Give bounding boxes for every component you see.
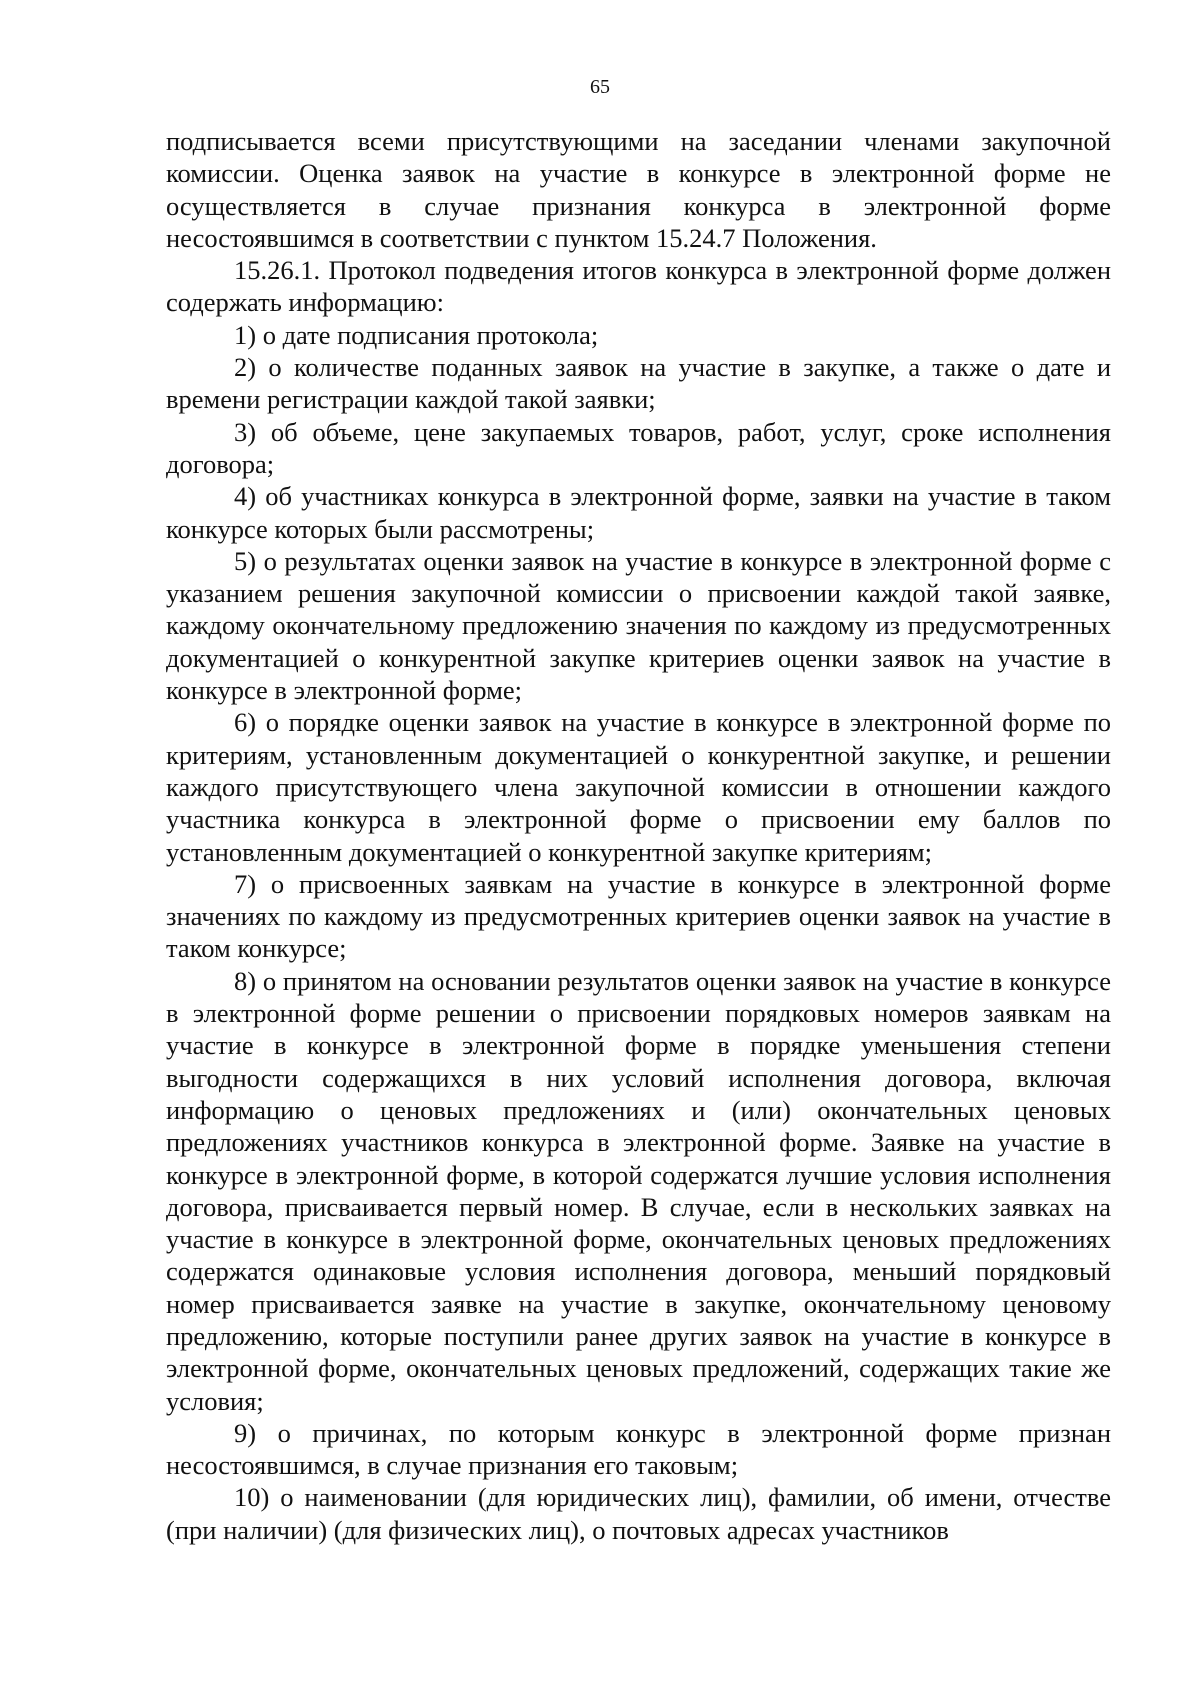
paragraph-continuation: подписывается всеми присутствующими на заседании членами закупочной комиссии. Оценка заявок на участие в конкурсе в электронной форме не осуществляется в случае признания конкурса в электронной форме несостоявшимся в соответствии с пунктом 15.24.7 Положения. bbox=[166, 126, 1111, 253]
list-item-1: 1) о дате подписания протокола; bbox=[234, 319, 599, 350]
list-item-4: 4) об участниках конкурса в электронной форме, заявки на участие в таком конкурсе которых были рассмотрены; bbox=[166, 481, 1111, 544]
list-item-9: 9) о причинах, по которым конкурс в электронной форме признан несостоявшимся, в случае признания его таковым; bbox=[166, 1417, 1111, 1481]
list-item-6: 6) о порядке оценки заявок на участие в конкурсе в электронной форме по критериям, установленным документацией о конкурентной закупке, и решении каждого присутствующего члена закупочной комиссии в отношении каждого участника конкурса в электронной форме о присвоении ему баллов по установленным документацией о конкурентной закупке критериям; bbox=[166, 707, 1111, 867]
document-body bbox=[166, 125, 1111, 1546]
paragraph-clause-15-26-1: 15.26.1. Протокол подведения итогов конкурса в электронной форме должен содержать информацию: bbox=[166, 255, 1111, 318]
list-item-2: 2) о количестве поданных заявок на участие в закупке, а также о дате и времени регистрации каждой такой заявки; bbox=[166, 352, 1111, 415]
list-item-7: 7) о присвоенных заявкам на участие в конкурсе в электронной форме значениях по каждому из предусмотренных критериев оценки заявок на участие в таком конкурсе; bbox=[166, 868, 1111, 964]
page-number: 65 bbox=[590, 76, 610, 98]
list-item-5: 5) о результатах оценки заявок на участие в конкурсе в электронной форме с указанием решения закупочной комиссии о присвоении каждой такой заявке, каждому окончательному предложению значения по каждому из предусмотренных документацией о конкурентной закупке критериев оценки заявок на участие в конкурсе в электронной форме; bbox=[166, 545, 1111, 706]
list-item-8: 8) о принятом на основании результатов оценки заявок на участие в конкурсе в электронной форме решении о присвоении порядковых номеров заявкам на участие в конкурсе в электронной форме в порядке уменьшения степени выгодности содержащихся в них условий исполнения договора, включая информацию о ценовых предложениях и (или) окончательных ценовых предложениях участников конкурса в электронной форме. Заявке на участие в конкурсе в электронной форме, в которой содержатся лучшие условия исполнения договора, присваивается первый номер. В случае, если в нескольких заявках на участие в конкурсе в электронной форме, окончательных ценовых предложениях содержатся одинаковые условия исполнения договора, меньший порядковый номер присваивается заявке на участие в закупке, окончательному ценовому предложению, которые поступили ранее других заявок на участие в конкурсе в электронной форме, окончательных ценовых предложений, содержащих такие же условия; bbox=[166, 965, 1111, 1416]
list-item-10: 10) о наименовании (для юридических лиц), фамилии, об имени, отчестве (при наличии) (для физических лиц), о почтовых адресах участников bbox=[166, 1482, 1111, 1545]
list-item-3: 3) об объеме, цене закупаемых товаров, работ, услуг, сроке исполнения договора; bbox=[166, 416, 1111, 479]
